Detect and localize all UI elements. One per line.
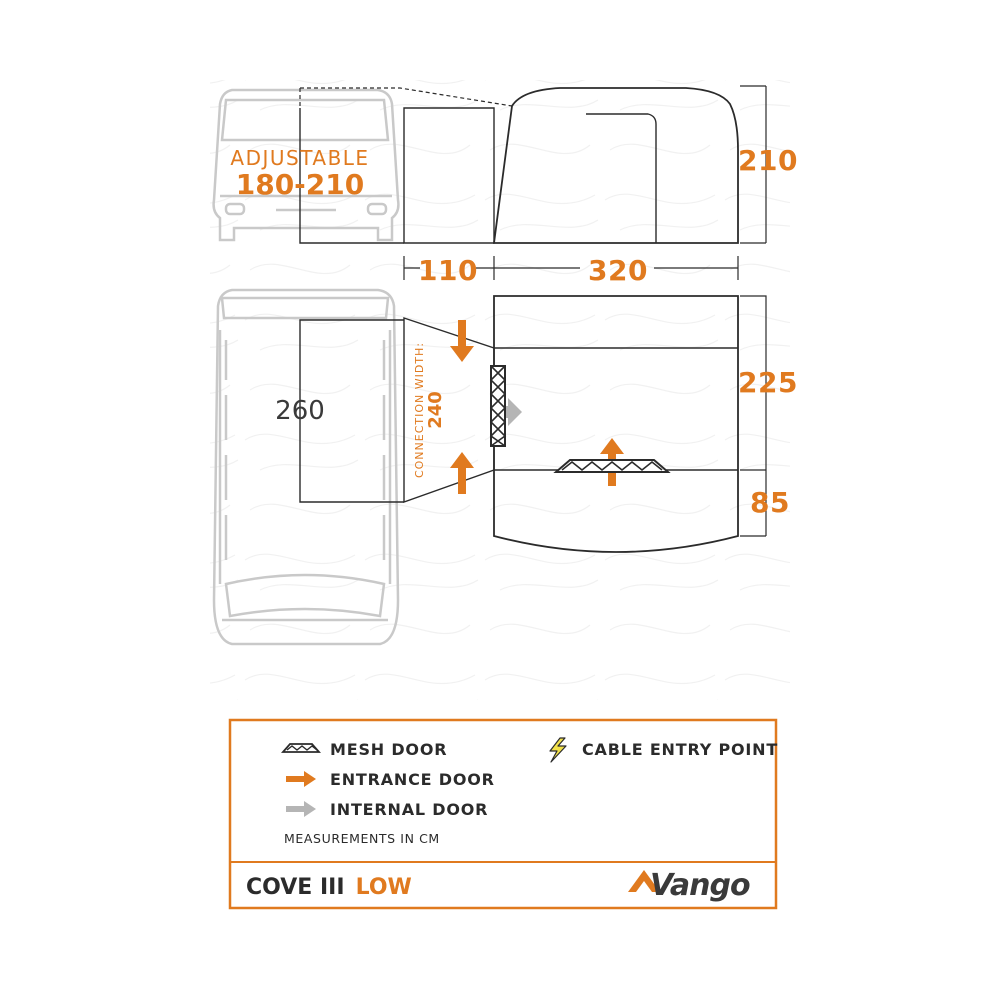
width-main-dimension: 225 <box>738 366 798 399</box>
svg-text:240: 240 <box>425 391 446 429</box>
legend-entrance-door: ENTRANCE DOOR <box>330 770 495 789</box>
legend-cable-entry: CABLE ENTRY POINT <box>582 740 779 759</box>
mesh-door-icon <box>556 460 668 472</box>
legend-box <box>230 720 778 908</box>
mesh-door-icon <box>491 366 505 446</box>
brand-name: Vango <box>650 868 750 903</box>
width-porch-dimension: 85 <box>750 486 790 519</box>
adjustable-range: 180-210 <box>235 168 365 201</box>
legend-internal-door: INTERNAL DOOR <box>330 800 489 819</box>
mesh-door-icon <box>283 744 319 752</box>
adjustable-label: ADJUSTABLE <box>230 146 370 170</box>
connection-width-value <box>425 391 446 429</box>
depth-front-dimension: 110 <box>418 254 478 287</box>
vehicle-length-dimension: 260 <box>275 396 325 426</box>
legend-mesh-door: MESH DOOR <box>330 740 448 759</box>
product-name: COVE III LOW <box>246 875 412 900</box>
svg-text:CONNECTION WIDTH:: CONNECTION WIDTH: <box>413 341 426 479</box>
height-dimension: 210 <box>738 144 798 177</box>
legend-measurements: MEASUREMENTS IN CM <box>284 831 440 846</box>
depth-main-dimension: 320 <box>588 254 648 287</box>
